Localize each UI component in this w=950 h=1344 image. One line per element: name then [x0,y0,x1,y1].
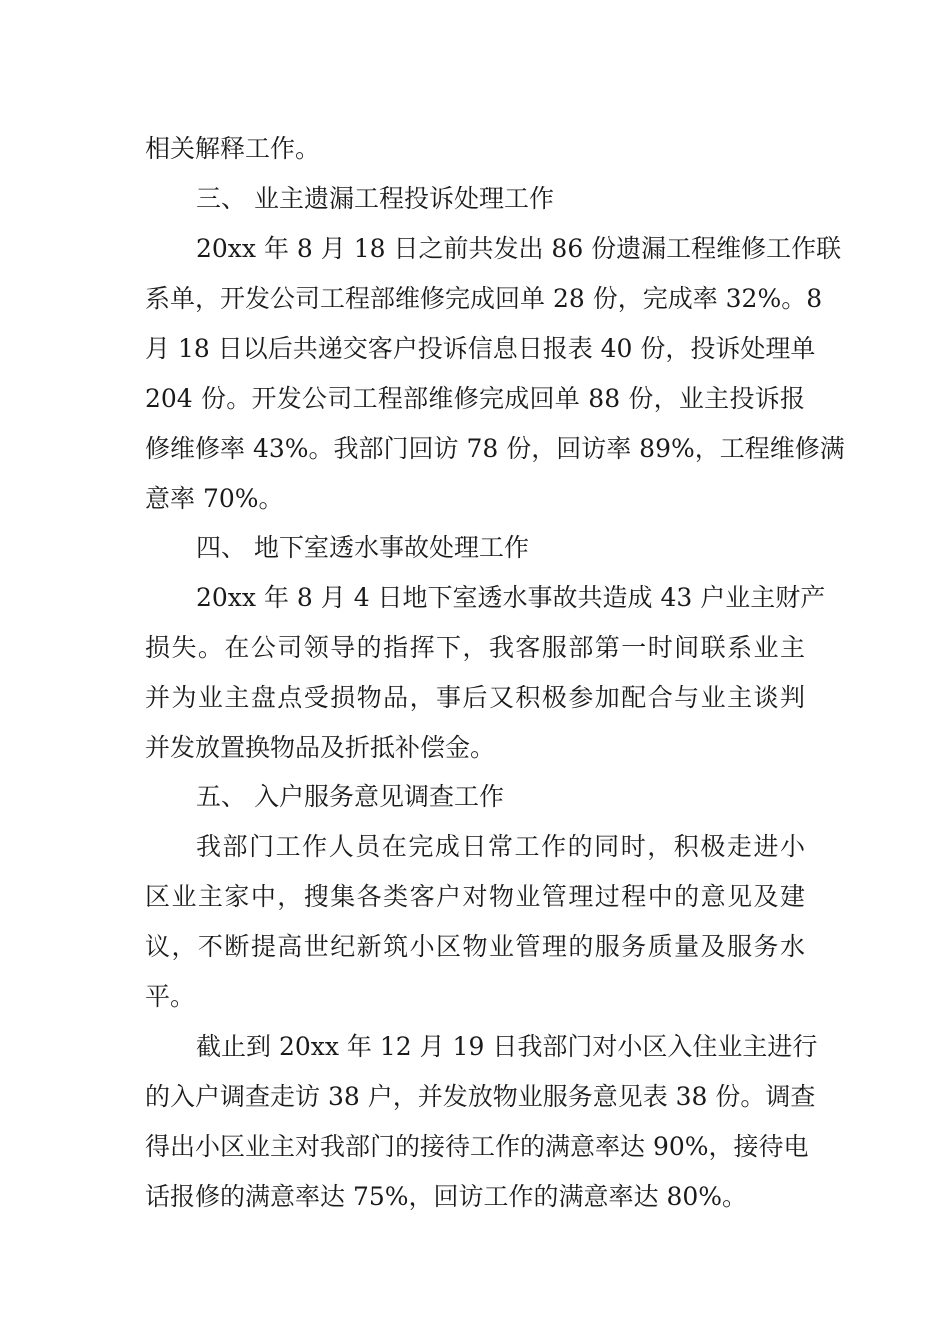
text-line: 并发放置换物品及折抵补偿金。 [145,733,496,762]
text-line: 204 份。开发公司工程部维修完成回单 88 份，业主投诉报 [145,384,805,413]
text-line: 20xx 年 8 月 18 日之前共发出 86 份遗漏工程维修工作联 [196,234,842,263]
text-line: 的入户调查走访 38 户，并发放物业服务意见表 38 份。调查 [145,1082,816,1111]
text-line: 平。 [145,982,196,1011]
text-line: 意率 70%。 [145,484,284,513]
text-line: 区业主家中，搜集各类客户对物业管理过程中的意见及建 [145,882,805,911]
section-heading-4: 四、 地下室透水事故处理工作 [196,533,529,562]
section-heading-3: 三、 业主遗漏工程投诉处理工作 [196,184,554,213]
text-line: 得出小区业主对我部门的接待工作的满意率达 90%，接待电 [145,1132,809,1161]
text-line: 我部门工作人员在完成日常工作的同时，积极走进小 [196,832,805,861]
text-line: 月 18 日以后共递交客户投诉信息日报表 40 份，投诉处理单 [145,334,816,363]
section-heading-5: 五、 入户服务意见调查工作 [196,782,504,811]
text-line: 并为业主盘点受损物品，事后又积极参加配合与业主谈判 [145,683,805,712]
text-line: 话报修的满意率达 75%，回访工作的满意率达 80%。 [145,1182,748,1211]
text-line: 修维修率 43%。我部门回访 78 份，回访率 89%，工程维修满 [145,434,845,463]
text-line: 议，不断提高世纪新筑小区物业管理的服务质量及服务水 [145,932,805,961]
text-line: 相关解释工作。 [145,134,321,163]
text-line: 截止到 20xx 年 12 月 19 日我部门对小区入住业主进行 [196,1032,818,1061]
text-line: 系单，开发公司工程部维修完成回单 28 份，完成率 32%。8 [145,284,823,313]
text-line: 20xx 年 8 月 4 日地下室透水事故共造成 43 户业主财产 [196,583,826,612]
text-line: 损失。在公司领导的指挥下，我客服部第一时间联系业主 [145,633,805,662]
